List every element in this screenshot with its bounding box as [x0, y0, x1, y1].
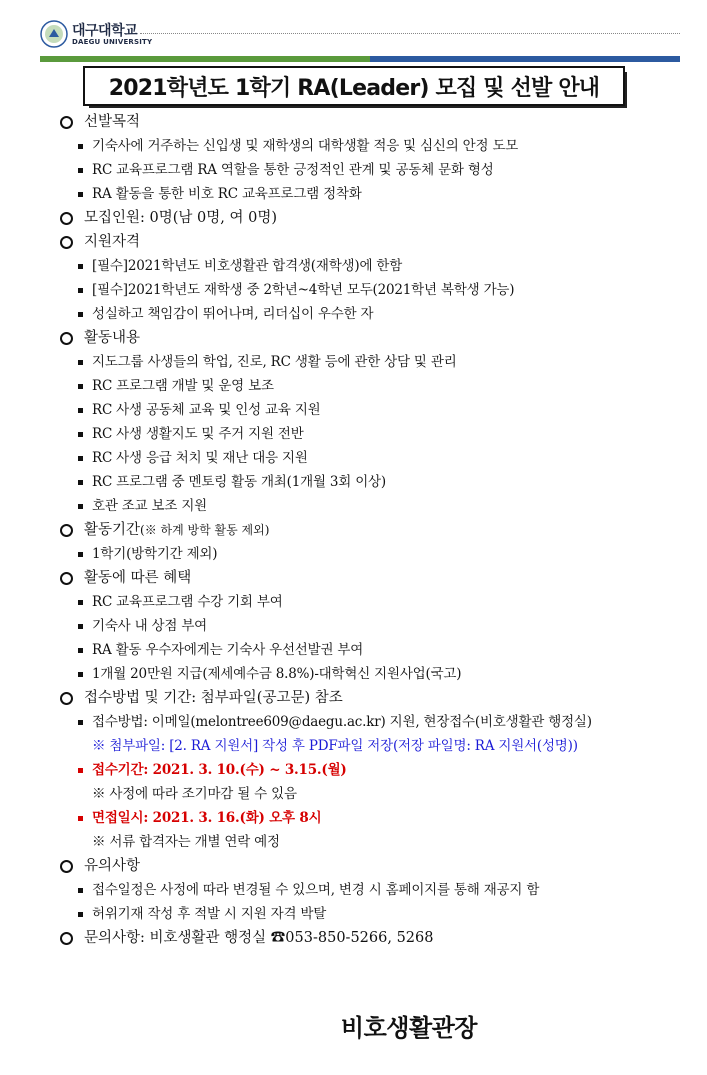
square-bullet-icon — [78, 144, 83, 149]
square-bullet-icon — [78, 408, 83, 413]
list-item: RC 프로그램 개발 및 운영 보조 — [58, 374, 698, 398]
section-heading: 유의사항 — [84, 858, 141, 874]
list-item: 접수일정은 사정에 따라 변경될 수 있으며, 변경 시 홈페이지를 통해 재공지 함 — [58, 878, 698, 902]
attachment-note: ※ 첨부파일: [2. RA 지원서] 작성 후 PDF파일 저장(저장 파일명: RA 지원서(성명)) — [92, 738, 578, 754]
logo-name-ko: 대구대학교 — [72, 23, 138, 39]
square-bullet-icon — [78, 768, 83, 773]
square-bullet-icon — [78, 288, 83, 293]
section-heading: 선발목적 — [84, 114, 141, 130]
square-bullet-icon — [78, 312, 83, 317]
list-item: RC 사생 공동체 교육 및 인성 교육 지원 — [58, 398, 698, 422]
section-qualification — [58, 230, 698, 254]
circle-bullet-icon — [60, 116, 73, 129]
square-bullet-icon — [78, 672, 83, 677]
square-bullet-icon — [78, 432, 83, 437]
circle-bullet-icon — [60, 932, 73, 945]
section-heading-note: (※ 하계 방학 활동 제외) — [140, 523, 270, 537]
section-heading: 지원자격 — [84, 234, 141, 250]
header — [40, 18, 680, 58]
header-divider — [140, 33, 680, 34]
footer — [0, 1008, 707, 1043]
list-item: RC 프로그램 중 멘토링 활동 개최(1개월 3회 이상) — [58, 470, 698, 494]
list-item: 지도그룹 사생들의 학업, 진로, RC 생활 등에 관한 상담 및 관리 — [58, 350, 698, 374]
square-bullet-icon — [78, 552, 83, 557]
section-heading: 활동내용 — [84, 330, 141, 346]
circle-bullet-icon — [60, 692, 73, 705]
list-item: 1개월 20만원 지급(제세예수금 8.8%)-대학혁신 지원사업(국고) — [58, 662, 698, 686]
section-heading: 활동기간 — [84, 522, 141, 538]
header-bar-green — [40, 56, 370, 62]
list-item: RC 사생 응급 처치 및 재난 대응 지원 — [58, 446, 698, 470]
list-item — [58, 758, 698, 782]
section-caution — [58, 854, 698, 878]
circle-bullet-icon — [60, 860, 73, 873]
university-seal-icon — [40, 20, 68, 48]
section-heading: 모집인원: 0명(남 0명, 여 0명) — [84, 210, 277, 226]
interview-note: ※ 서류 합격자는 개별 연락 예정 — [92, 834, 280, 850]
header-bar-blue — [370, 56, 680, 62]
section-heading: 활동에 따른 혜택 — [84, 570, 192, 586]
square-bullet-icon — [78, 168, 83, 173]
section-heading: 문의사항: 비호생활관 행정실 ☎053-850-5266, 5268 — [84, 930, 434, 946]
period-note: ※ 사정에 따라 조기마감 될 수 있음 — [92, 786, 297, 802]
section-contact — [58, 926, 698, 950]
square-bullet-icon — [78, 480, 83, 485]
square-bullet-icon — [78, 816, 83, 821]
circle-bullet-icon — [60, 524, 73, 537]
list-item: 성실하고 책임감이 뛰어나며, 리더십이 우수한 자 — [58, 302, 698, 326]
section-period — [58, 518, 698, 542]
circle-bullet-icon — [60, 212, 73, 225]
list-item: RA 활동을 통한 비호 RC 교육프로그램 정착화 — [58, 182, 698, 206]
list-item: RA 활동 우수자에게는 기숙사 우선선발권 부여 — [58, 638, 698, 662]
square-bullet-icon — [78, 456, 83, 461]
section-recruit — [58, 206, 698, 230]
square-bullet-icon — [78, 912, 83, 917]
list-item: 접수방법: 이메일(melontree609@daegu.ac.kr) 지원, 현장접수(비호생활관 행정실) — [58, 710, 698, 734]
section-heading: 접수방법 및 기간: 첨부파일(공고문) 참조 — [84, 690, 343, 706]
square-bullet-icon — [78, 360, 83, 365]
square-bullet-icon — [78, 504, 83, 509]
square-bullet-icon — [78, 648, 83, 653]
square-bullet-icon — [78, 384, 83, 389]
square-bullet-icon — [78, 600, 83, 605]
list-item: 기숙사에 거주하는 신입생 및 재학생의 대학생활 적응 및 심신의 안정 도모 — [58, 134, 698, 158]
list-item — [58, 806, 698, 830]
list-item: 호관 조교 보조 지원 — [58, 494, 698, 518]
logo-name-en: DAEGU UNIVERSITY — [72, 38, 153, 46]
circle-bullet-icon — [60, 332, 73, 345]
list-item: 허위기재 작성 후 적발 시 지원 자격 박탈 — [58, 902, 698, 926]
list-item: 1학기(방학기간 제외) — [58, 542, 698, 566]
list-item: RC 사생 생활지도 및 주거 지원 전반 — [58, 422, 698, 446]
square-bullet-icon — [78, 720, 83, 725]
list-item: [필수]2021학년도 재학생 중 2학년~4학년 모두(2021학년 복학생 가능) — [58, 278, 698, 302]
page-title: 2021학년도 1학기 RA(Leader) 모집 및 선발 안내 — [83, 66, 625, 106]
square-bullet-icon — [78, 624, 83, 629]
document-body — [58, 110, 698, 950]
section-purpose — [58, 110, 698, 134]
signature: 비호생활관장 — [340, 1014, 477, 1042]
apply-period: 접수기간: 2021. 3. 10.(수) ~ 3.15.(월) — [92, 762, 347, 778]
list-item: RC 교육프로그램 RA 역할을 통한 긍정적인 관계 및 공동체 문화 형성 — [58, 158, 698, 182]
square-bullet-icon — [78, 888, 83, 893]
circle-bullet-icon — [60, 572, 73, 585]
interview-date: 면접일시: 2021. 3. 16.(화) 오후 8시 — [92, 810, 322, 826]
square-bullet-icon — [78, 192, 83, 197]
section-apply — [58, 686, 698, 710]
circle-bullet-icon — [60, 236, 73, 249]
list-item: 기숙사 내 상점 부여 — [58, 614, 698, 638]
section-benefits — [58, 566, 698, 590]
square-bullet-icon — [78, 264, 83, 269]
list-item: [필수]2021학년도 비호생활관 합격생(재학생)에 한함 — [58, 254, 698, 278]
section-activities — [58, 326, 698, 350]
list-item: RC 교육프로그램 수강 기회 부여 — [58, 590, 698, 614]
